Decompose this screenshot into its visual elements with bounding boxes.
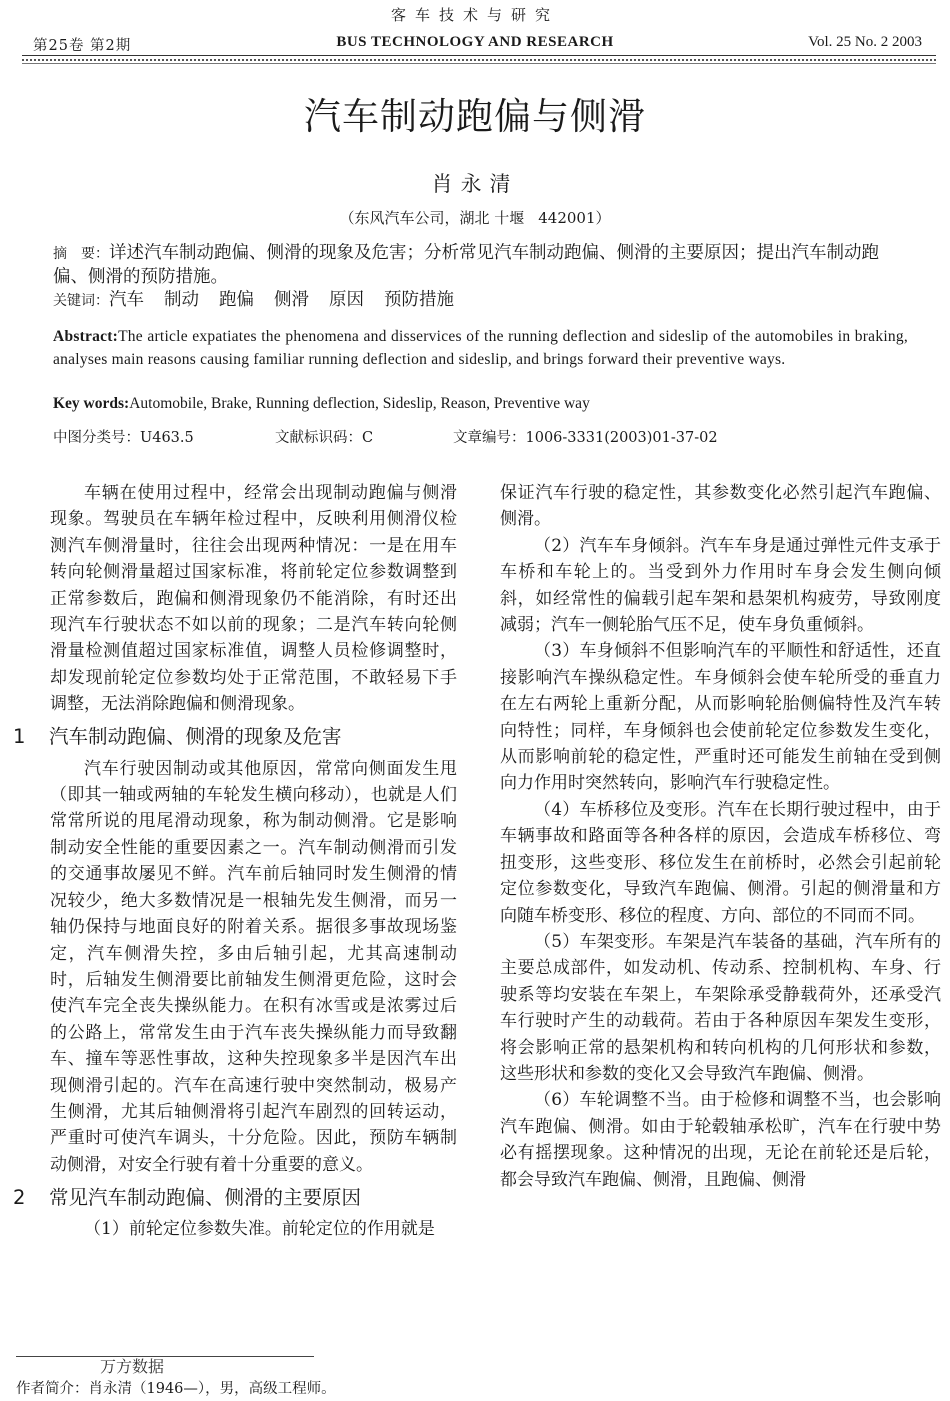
keywords-en [53,393,908,416]
body-paragraph: （2）汽车车身倾斜。汽车车身是通过弹性元件支承于车桥和车轮上的。当受到外力作用时车身会发生侧向倾斜，如经常性的偏载引起车架和悬架机构疲劳，导致刚度减弱；汽车一侧轮胎气压不足，使车身负重倾斜。 [500,535,941,636]
keywords-en-label: Key words: [53,395,130,412]
abstract-cn-label: 摘 要： [53,246,109,262]
abstract-en-text: The article expatiates the phenomena and disservices of the running deflection and sideslip of the automobiles in braking, analyses main reasons causing familiar running deflection and sideslip, and brings forward their preventive ways. [53,328,908,368]
volume-issue-en: Vol. 25 No. 2 2003 [808,34,922,50]
abstract-en [53,326,908,371]
body-paragraph: 车辆在使用过程中，经常会出现制动跑偏与侧滑现象。驾驶员在车辆年检过程中，反映利用侧滑仪检测汽车侧滑量时，往往会出现两种情况：一是在用车转向轮侧滑量超过国家标准，将前轮定位参数调整到正常参数后，跑偏和侧滑现象仍不能消除，有时还出现汽车行驶状态不如以前的现象；二是汽车转向轮侧滑量检测值超过国家标准值，调整人员检修调整时，却发现前轮定位参数均处于正常范围，不敢轻易下手调整，无法消除跑偏和侧滑现象。 [50,483,457,715]
affiliation-postcode: 442001） [538,209,611,227]
body-paragraph: （3）车身倾斜不但影响汽车的平顺性和舒适性，还直接影响汽车操纵稳定性。车身倾斜会使车轮所受的垂直力在左右两轮上重新分配，从而影响轮胎侧偏特性及汽车转向特性；同样，车身倾斜也会使前轮定位参数发生变化，从而影响前轮的稳定性，严重时还可能发生前轴在受到侧向力作用时突然转向，影响汽车行驶稳定性。 [500,641,941,794]
keywords-cn-label: 关键词： [53,293,109,309]
body-paragraph: 汽车行驶因制动或其他原因，常常向侧面发生甩（即其一轴或两轴的车轮发生横向移动），也就是人们常常所说的甩尾滑动现象，称为制动侧滑。它是影响制动安全性能的重要因素之一。汽车制动侧滑而引发的交通事故屡见不鲜。汽车前后轴同时发生侧滑的情况较少，绝大多数情况是一根轴先发生侧滑，而另一轴仍保持与地面良好的附着关系。据很多事故现场鉴定，汽车侧滑失控，多由后轴引起，尤其高速制动时，后轴发生侧滑要比前轴发生侧滑更危险，这时会使汽车完全丧失操纵能力。在积有冰雪或是浓雾过后的公路上，常常发生由于汽车丧失操纵能力而导致翻车、撞车等恶性事故，这种失控现象多半是因汽车出现侧滑引起的。汽车在高速行驶中突然制动，极易产生侧滑，尤其后轴侧滑将引起汽车剧烈的回转运动，严重时可使汽车调头，十分危险。因此，预防车辆制动侧滑，对安全行驶有着十分重要的意义。 [50,758,457,1175]
keywords-cn [53,289,908,313]
article-number: 文章编号：1006-3331(2003)01-37-02 [453,430,718,446]
article-title: 汽车制动跑偏与侧滑 [304,95,646,138]
keyword-cn: 汽车 [109,290,144,310]
clc-number: 中图分类号：U463.5 [53,430,194,446]
keyword-cn: 预防措施 [384,290,454,310]
section-heading-1 [13,723,457,750]
document-code: 文献标识码：C [275,430,374,446]
section-title: 常见汽车制动跑偏、侧滑的主要原因 [49,1185,362,1209]
keyword-cn: 制动 [164,290,199,310]
keywords-en-text: Automobile, Brake, Running deflection, Sideslip, Reason, Preventive way [129,395,590,412]
footnote-rule [16,1356,314,1357]
section-number: 2 [13,1185,26,1209]
body-paragraph: （4）车桥移位及变形。汽车在长期行驶过程中，由于车辆事故和路面等各种各样的原因，会造成车桥移位、弯扭变形，这些变形、移位发生在前桥时，必然会引起前轮定位参数变化，导致汽车跑偏、侧滑。引起的侧滑量和方向随车桥变形、移位的程度、方向、部位的不同而不同。 [500,799,941,926]
header-rule-thin [22,63,936,64]
body-column-right [500,480,941,1193]
watermark: 万方数据 [100,1357,165,1376]
keyword-cn: 跑偏 [219,290,254,310]
journal-name-en: BUS TECHNOLOGY AND RESEARCH [336,34,614,50]
body-paragraph: （6）车轮调整不当。由于检修和调整不当，也会影响汽车跑偏、侧滑。如由于轮毂轴承松旷，汽车在行驶中势必有摇摆现象。这种情况的出现，无论在前轮还是后轮，都会导致汽车跑偏、侧滑，且跑偏、侧滑 [500,1090,941,1190]
header-rule-dotted [22,59,936,61]
body-paragraph: 保证汽车行驶的稳定性，其参数变化必然引起汽车跑偏、侧滑。 [500,483,941,530]
keyword-cn: 侧滑 [274,290,309,310]
section-title: 汽车制动跑偏、侧滑的现象及危害 [49,725,342,749]
body-column-left [13,480,457,1243]
body-paragraph: （1）前轮定位参数失准。前轮定位的作用就是 [84,1219,435,1240]
body-paragraph: （5）车架变形。车架是汽车装备的基础，汽车所有的主要总成部件，如发动机、传动系、控制机构、车身、行驶系等均安装在车架上，车架除承受静载荷外，还承受汽车行驶时产生的动载荷。若由于各种原因车架发生变形，将会影响正常的悬架机构和转向机构的几何形状和参数，这些形状和参数的变化又会导致汽车跑偏、侧滑。 [500,931,941,1084]
header-rule [22,55,936,56]
section-number: 1 [13,725,26,749]
abstract-en-label: Abstract: [53,328,119,345]
affiliation-text: （东风汽车公司，湖北 十堰 [339,209,525,227]
abstract-cn [53,242,908,289]
author-affiliation [0,207,950,228]
author-footnote: 作者简介：肖永清（1946—），男，高级工程师。 [16,1381,336,1397]
abstract-cn-text: 详述汽车制动跑偏、侧滑的现象及危害；分析常见汽车制动跑偏、侧滑的主要原因；提出汽车制动跑偏、侧滑的预防措施。 [53,243,879,287]
volume-issue-cn: 第25卷 第2期 [33,38,132,54]
keyword-cn: 原因 [329,290,364,310]
journal-name-cn: 客车技术与研究 [390,6,559,24]
article-author: 肖永清 [431,172,519,196]
section-heading-2 [13,1184,457,1211]
